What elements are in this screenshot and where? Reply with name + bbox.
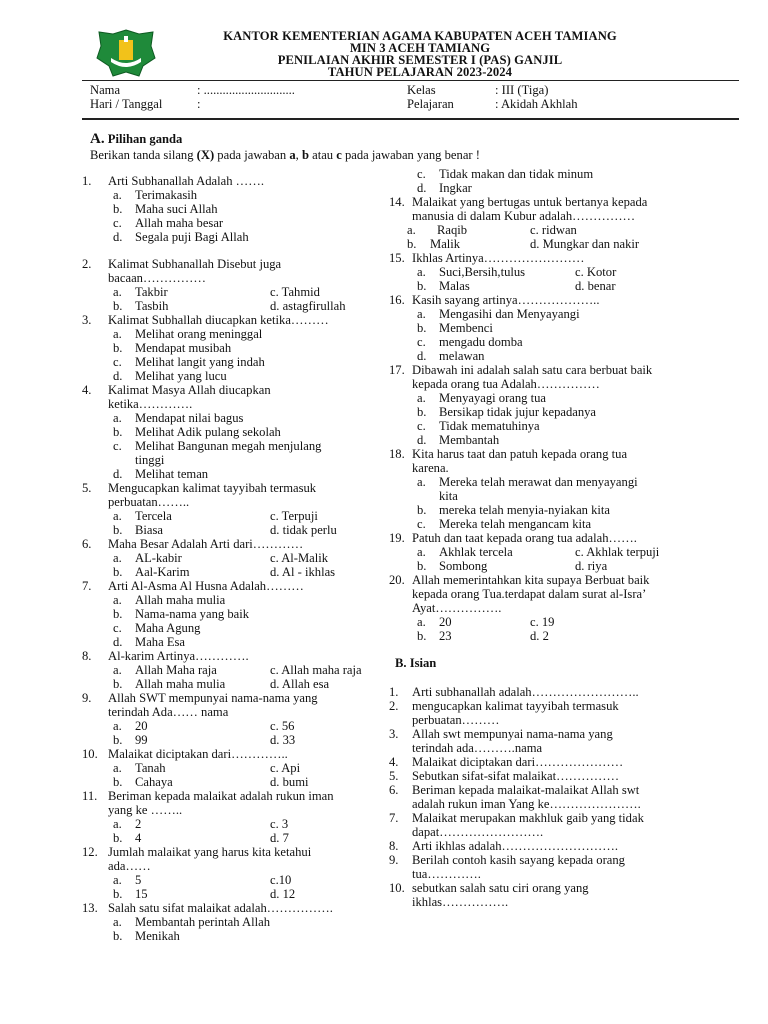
text-line: Allah Maha raja bbox=[135, 663, 217, 677]
text-line: Menyayagi orang tua bbox=[439, 391, 547, 405]
text-line: Maha Besar Adalah Arti dari………… bbox=[108, 537, 304, 551]
text-line: Tanah bbox=[135, 761, 166, 775]
text-line: b. bbox=[113, 341, 123, 355]
text-line: 7. bbox=[389, 811, 399, 825]
text-line: 9. bbox=[82, 691, 92, 705]
text-line: c. Al-Malik bbox=[270, 551, 329, 565]
text-line: Biasa bbox=[135, 523, 163, 537]
text-line: Kasih sayang artinya……………….. bbox=[412, 293, 600, 307]
text-line: b. bbox=[407, 237, 417, 251]
text-line: Malas bbox=[439, 279, 470, 293]
text-line: Maha Agung bbox=[135, 621, 201, 635]
text-line: 20. bbox=[389, 573, 405, 587]
text-line: c. Terpuji bbox=[270, 509, 318, 523]
text-line: b. bbox=[417, 559, 427, 573]
text-line: Kita harus taat dan patuh kepada orang tua bbox=[412, 447, 628, 461]
text-line: Raqib bbox=[437, 223, 468, 237]
text-line: Melihat teman bbox=[135, 467, 209, 481]
text-line: Arti ikhlas adalah………………………. bbox=[412, 839, 619, 853]
text-line: 2. bbox=[389, 699, 399, 713]
text-line: kita bbox=[439, 489, 458, 503]
pelajaran-label: Pelajaran bbox=[407, 97, 454, 111]
text-line: a. bbox=[417, 545, 426, 559]
text-line: c. Allah maha raja bbox=[270, 663, 362, 677]
section-a-title: Pilihan ganda bbox=[107, 132, 183, 146]
text-line: b. bbox=[113, 831, 123, 845]
text-line: Maha suci Allah bbox=[135, 202, 218, 216]
kemenag-logo bbox=[95, 28, 157, 78]
text-line: b. bbox=[113, 677, 123, 691]
text-line: b. bbox=[113, 775, 123, 789]
text-line: 4. bbox=[82, 383, 92, 397]
text-line: Tasbih bbox=[135, 299, 169, 313]
text-line: c. Tahmid bbox=[270, 285, 320, 299]
text-line: 6. bbox=[389, 783, 399, 797]
text-line: AL-kabir bbox=[135, 551, 182, 565]
text-line: tua…………. bbox=[412, 867, 481, 881]
text-line: 18. bbox=[389, 447, 405, 461]
text-line: b. bbox=[113, 523, 123, 537]
text-line: Arti Al-Asma Al Husna Adalah……… bbox=[108, 579, 304, 593]
text-line: Maha Esa bbox=[135, 635, 186, 649]
text-line: a. bbox=[113, 509, 122, 523]
text-line: Melihat Adik pulang sekolah bbox=[135, 425, 281, 439]
text-line: mengadu domba bbox=[439, 335, 523, 349]
text-line: 2 bbox=[135, 817, 142, 831]
text-line: b. bbox=[113, 887, 123, 901]
text-line: Arti subhanallah adalah…………………….. bbox=[412, 685, 639, 699]
text-line: 10. bbox=[389, 881, 405, 895]
text-line: Beriman kepada malaikat-malaikat Allah swt bbox=[412, 783, 640, 797]
header-line-1: KANTOR KEMENTERIAN AGAMA KABUPATEN ACEH TAMIANG bbox=[223, 29, 617, 43]
text-line: d. 7 bbox=[270, 831, 289, 845]
text-line: a. bbox=[417, 615, 426, 629]
text-line: 15. bbox=[389, 251, 405, 265]
text-line: a. bbox=[113, 719, 122, 733]
text-line: 14. bbox=[389, 195, 405, 209]
text-line: Allah maha besar bbox=[135, 216, 224, 230]
text-line: c. bbox=[417, 167, 426, 181]
text-line: Aal-Karim bbox=[135, 565, 190, 579]
text-line: d. 2 bbox=[530, 629, 549, 643]
text-line: a. bbox=[417, 265, 426, 279]
text-line: Malaikat merupakan makhluk gaib yang tidak bbox=[412, 811, 644, 825]
text-line: c. bbox=[113, 355, 122, 369]
text-line: a. bbox=[417, 391, 426, 405]
text-line: Mereka telah mengancam kita bbox=[439, 517, 592, 531]
hari-value: : bbox=[197, 97, 201, 111]
text-line: Bersikap tidak jujur kepadanya bbox=[439, 405, 597, 419]
text-line: manusia di dalam Kubur adalah…………… bbox=[412, 209, 636, 223]
text-line: Malaikat diciptakan dari………….. bbox=[108, 747, 288, 761]
text-line: b. bbox=[113, 299, 123, 313]
text-line: Patuh dan taat kepada orang tua adalah……. bbox=[412, 531, 637, 545]
text-line: mengucapkan kalimat tayyibah termasuk bbox=[412, 699, 619, 713]
text-line: b. bbox=[113, 565, 123, 579]
text-line: Kalimat Subhanallah Disebut juga bbox=[108, 257, 282, 271]
text-line: Sombong bbox=[439, 559, 488, 573]
text-line: a. bbox=[113, 188, 122, 202]
text-line: a. bbox=[113, 915, 122, 929]
text-line: a. bbox=[113, 327, 122, 341]
text-line: ikhlas……………. bbox=[412, 895, 509, 909]
text-line: Beriman kepada malaikat adalah rukun iman bbox=[108, 789, 334, 803]
text-line: Membantah bbox=[439, 433, 500, 447]
text-line: Berilah contoh kasih sayang kepada orang bbox=[412, 853, 625, 867]
text-line: Kalimat Subhallah diucapkan ketika……… bbox=[108, 313, 329, 327]
text-line: b. bbox=[113, 425, 123, 439]
text-line: a. bbox=[113, 593, 122, 607]
text-line: d. bbox=[417, 181, 427, 195]
text-line: d. 12 bbox=[270, 887, 296, 901]
text-line: kepada orang Tua.terdapat dalam surat al-Isra’ bbox=[412, 587, 647, 601]
text-line: Takbir bbox=[135, 285, 168, 299]
text-line: Melihat langit yang indah bbox=[135, 355, 265, 369]
text-line: 8. bbox=[389, 839, 399, 853]
text-line: tinggi bbox=[135, 453, 165, 467]
text-line: 16. bbox=[389, 293, 405, 307]
text-line: c. 19 bbox=[530, 615, 555, 629]
text-line: 15 bbox=[135, 887, 148, 901]
header-line-3: PENILAIAN AKHIR SEMESTER I (PAS) GANJIL bbox=[277, 53, 563, 67]
text-line: 20 bbox=[439, 615, 452, 629]
text-line: Al-karim Artinya…………. bbox=[108, 649, 249, 663]
text-line: Mendapat musibah bbox=[135, 341, 232, 355]
text-line: 6. bbox=[82, 537, 92, 551]
text-line: Melihat Bangunan megah menjulang bbox=[135, 439, 322, 453]
text-line: a. bbox=[113, 411, 122, 425]
text-line: Melihat orang meninggal bbox=[135, 327, 263, 341]
text-line: mereka telah menyia-nyiakan kita bbox=[439, 503, 610, 517]
text-line: Jumlah malaikat yang harus kita ketahui bbox=[108, 845, 312, 859]
text-line: 17. bbox=[389, 363, 405, 377]
text-line: adalah rukun iman Yang ke…………………. bbox=[412, 797, 641, 811]
text-line: d. Allah esa bbox=[270, 677, 330, 691]
section-a-instruction: Berikan tanda silang (X) pada jawaban a, b atau c pada jawaban yang benar ! bbox=[90, 148, 480, 162]
text-line: Melihat yang lucu bbox=[135, 369, 227, 383]
nama-value: : ............................. bbox=[197, 83, 295, 97]
header-line-2: MIN 3 ACEH TAMIANG bbox=[349, 41, 491, 55]
text-line: 9. bbox=[389, 853, 399, 867]
text-line: 4. bbox=[389, 755, 399, 769]
text-line: a. bbox=[417, 475, 426, 489]
section-a-letter: A. bbox=[90, 131, 105, 147]
text-line: yang ke …….. bbox=[108, 803, 183, 817]
text-line: Malaikat yang bertugas untuk bertanya kepada bbox=[412, 195, 648, 209]
kelas-value: : III (Tiga) bbox=[495, 83, 549, 97]
text-line: c. 3 bbox=[270, 817, 289, 831]
text-line: c. bbox=[417, 517, 426, 531]
text-line: Allah memerintahkan kita supaya Berbuat baik bbox=[412, 573, 650, 587]
text-line: a. bbox=[407, 223, 416, 237]
text-line: d. Mungkar dan nakir bbox=[530, 237, 640, 251]
section-b-heading: B. Isian bbox=[395, 656, 437, 670]
text-line: Malik bbox=[430, 237, 461, 251]
nama-label: Nama bbox=[90, 83, 121, 97]
text-line: b. bbox=[417, 405, 427, 419]
text-line: d. bbox=[113, 230, 123, 244]
text-line: 5. bbox=[389, 769, 399, 783]
text-line: Tercela bbox=[135, 509, 172, 523]
text-line: karena. bbox=[412, 461, 449, 475]
text-line: d. bbox=[113, 635, 123, 649]
text-line: 4 bbox=[135, 831, 142, 845]
text-line: a. bbox=[113, 873, 122, 887]
text-line: d. bumi bbox=[270, 775, 309, 789]
text-line: b. bbox=[113, 202, 123, 216]
text-line: c.10 bbox=[270, 873, 292, 887]
text-line: c. bbox=[113, 439, 122, 453]
text-line: Mengasihi dan Menyayangi bbox=[439, 307, 580, 321]
text-line: d. riya bbox=[575, 559, 608, 573]
text-line: b. bbox=[113, 733, 123, 747]
text-line: Arti Subhanallah Adalah ……. bbox=[108, 174, 264, 188]
text-line: melawan bbox=[439, 349, 485, 363]
text-line: bacaan…………… bbox=[108, 271, 206, 285]
text-line: dapat……………………. bbox=[412, 825, 544, 839]
text-line: Membantah perintah Allah bbox=[135, 915, 270, 929]
text-line: 2. bbox=[82, 257, 92, 271]
text-line: b. bbox=[417, 503, 427, 517]
text-line: a. bbox=[113, 663, 122, 677]
text-line: d. bbox=[417, 349, 427, 363]
text-line: 19. bbox=[389, 531, 405, 545]
text-line: Allah maha mulia bbox=[135, 593, 226, 607]
text-line: c. bbox=[113, 621, 122, 635]
text-line: 8. bbox=[82, 649, 92, 663]
text-line: c. Api bbox=[270, 761, 301, 775]
text-line: terindah ada……….nama bbox=[412, 741, 543, 755]
header-rule-top bbox=[82, 80, 739, 81]
text-line: 20 bbox=[135, 719, 148, 733]
text-line: 3. bbox=[389, 727, 399, 741]
text-line: Segala puji Bagi Allah bbox=[135, 230, 249, 244]
text-line: 99 bbox=[135, 733, 148, 747]
text-line: c. Kotor bbox=[575, 265, 617, 279]
text-line: Menikah bbox=[135, 929, 180, 943]
text-line: c. bbox=[113, 216, 122, 230]
header-line-4: TAHUN PELAJARAN 2023-2024 bbox=[327, 65, 513, 79]
section-a-heading bbox=[90, 131, 182, 148]
text-line: Mengucapkan kalimat tayyibah termasuk bbox=[108, 481, 317, 495]
text-line: Cahaya bbox=[135, 775, 173, 789]
kelas-label: Kelas bbox=[407, 83, 436, 97]
text-line: b. bbox=[417, 629, 427, 643]
text-line: Allah swt mempunyai nama-nama yang bbox=[412, 727, 613, 741]
text-line: b. bbox=[113, 607, 123, 621]
text-line: 10. bbox=[82, 747, 98, 761]
text-line: Nama-nama yang baik bbox=[135, 607, 249, 621]
text-line: a. bbox=[113, 761, 122, 775]
text-line: perbuatan……… bbox=[412, 713, 500, 727]
text-line: 5. bbox=[82, 481, 92, 495]
text-line: Ayat……………. bbox=[412, 601, 502, 615]
text-line: c. bbox=[417, 335, 426, 349]
text-line: ada…… bbox=[108, 859, 151, 873]
text-line: kepada orang tua Adalah…………… bbox=[412, 377, 600, 391]
text-line: a. bbox=[113, 551, 122, 565]
text-line: Salah satu sifat malaikat adalah……………. bbox=[108, 901, 333, 915]
text-line: b. bbox=[113, 929, 123, 943]
text-line: d. bbox=[113, 467, 123, 481]
text-line: d. Al - ikhlas bbox=[270, 565, 336, 579]
text-line: Malaikat diciptakan dari………………… bbox=[412, 755, 624, 769]
text-line: a. bbox=[113, 817, 122, 831]
text-line: c. bbox=[417, 419, 426, 433]
text-line: d. bbox=[417, 433, 427, 447]
text-line: Tidak mematuhinya bbox=[439, 419, 540, 433]
text-line: Ikhlas Artinya…………………… bbox=[412, 251, 585, 265]
text-line: 11. bbox=[82, 789, 98, 803]
text-line: d. benar bbox=[575, 279, 616, 293]
text-line: a. bbox=[113, 285, 122, 299]
text-line: d. astagfirullah bbox=[270, 299, 346, 313]
text-line: Akhlak tercela bbox=[439, 545, 513, 559]
text-line: 5 bbox=[135, 873, 142, 887]
pelajaran-value: : Akidah Akhlah bbox=[495, 97, 578, 111]
text-line: c. 56 bbox=[270, 719, 295, 733]
text-line: terindah Ada…… nama bbox=[108, 705, 229, 719]
text-line: Mendapat nilai bagus bbox=[135, 411, 244, 425]
text-line: c. ridwan bbox=[530, 223, 577, 237]
text-line: Dibawah ini adalah salah satu cara berbuat baik bbox=[412, 363, 653, 377]
text-line: Allah SWT mempunyai nama-nama yang bbox=[108, 691, 318, 705]
text-line: b. bbox=[417, 279, 427, 293]
text-line: d. 33 bbox=[270, 733, 296, 747]
text-line: d. tidak perlu bbox=[270, 523, 337, 537]
text-line: 1. bbox=[389, 685, 399, 699]
hari-label: Hari / Tanggal bbox=[90, 97, 163, 111]
text-line: 1. bbox=[82, 174, 92, 188]
text-line: Sebutkan sifat-sifat malaikat…………… bbox=[412, 769, 620, 783]
header-rule-bottom bbox=[82, 118, 739, 120]
text-line: Ingkar bbox=[439, 181, 472, 195]
text-line: 12. bbox=[82, 845, 98, 859]
text-line: Terimakasih bbox=[135, 188, 198, 202]
text-line: b. bbox=[417, 321, 427, 335]
text-line: Allah maha mulia bbox=[135, 677, 226, 691]
text-line: Tidak makan dan tidak minum bbox=[439, 167, 594, 181]
text-line: Membenci bbox=[439, 321, 493, 335]
text-line: ketika…………. bbox=[108, 397, 193, 411]
text-line: Suci,Bersih,tulus bbox=[439, 265, 526, 279]
text-line: sebutkan salah satu ciri orang yang bbox=[412, 881, 589, 895]
text-line: c. Akhlak terpuji bbox=[575, 545, 660, 559]
text-line: perbuatan…….. bbox=[108, 495, 190, 509]
text-line: 7. bbox=[82, 579, 92, 593]
text-line: a. bbox=[417, 307, 426, 321]
text-line: 3. bbox=[82, 313, 92, 327]
text-line: 23 bbox=[439, 629, 452, 643]
text-line: 13. bbox=[82, 901, 98, 915]
text-line: d. bbox=[113, 369, 123, 383]
text-line: Mereka telah merawat dan menyayangi bbox=[439, 475, 638, 489]
text-line: Kalimat Masya Allah diucapkan bbox=[108, 383, 271, 397]
